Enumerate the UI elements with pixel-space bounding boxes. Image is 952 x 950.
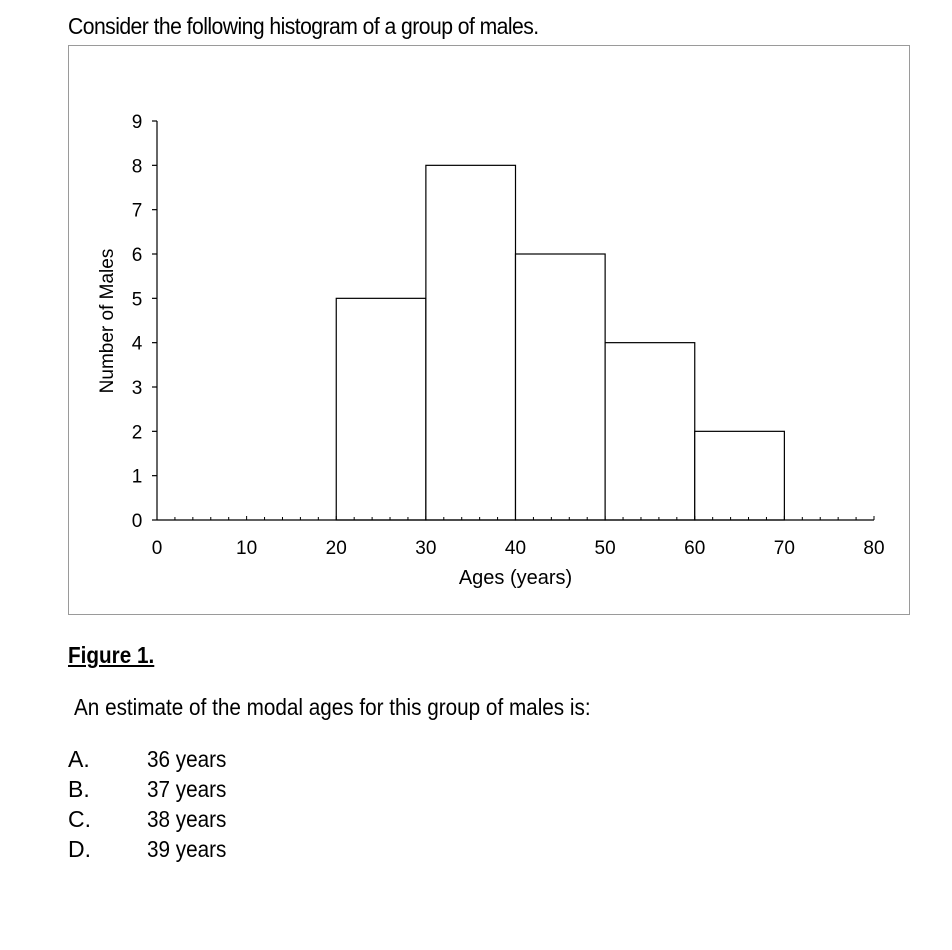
option-text: 39 years (147, 836, 227, 862)
option-text: 37 years (147, 776, 227, 802)
histogram-chart (69, 46, 911, 616)
question-prompt: An estimate of the modal ages for this group of males is: (74, 694, 591, 720)
option-text: 38 years (147, 806, 227, 832)
histogram-bar (605, 343, 695, 520)
option-letter: D. (68, 836, 91, 862)
y-tick-label: 4 (131, 333, 143, 355)
y-tick-label: 0 (131, 511, 143, 532)
x-tick-label: 40 (504, 538, 527, 559)
option-d[interactable] (68, 836, 368, 866)
option-letter: B. (68, 776, 90, 802)
histogram-frame (68, 45, 910, 615)
y-tick-label: 1 (131, 466, 143, 488)
histogram-bars (336, 165, 784, 520)
option-text: 36 years (147, 746, 227, 772)
y-tick-label: 9 (131, 112, 143, 133)
y-tick-label: 3 (131, 378, 143, 399)
y-tick-label: 2 (131, 422, 143, 444)
option-letter: A. (68, 746, 90, 772)
x-axis-label: Ages (years) (458, 567, 573, 589)
x-tick-label: 0 (151, 538, 163, 559)
histogram-bar (516, 254, 606, 520)
y-tick-label: 6 (131, 245, 143, 266)
x-tick-label: 60 (684, 538, 706, 559)
histogram-bar (695, 431, 785, 520)
histogram-bar (426, 165, 516, 520)
question-text: Consider the following histogram of a group of males. (68, 13, 539, 39)
y-tick-label: 8 (131, 156, 143, 178)
x-tick-label: 30 (415, 538, 437, 559)
option-c[interactable] (68, 806, 368, 836)
y-axis-label: Number of Males (97, 248, 118, 394)
histogram-bar (336, 298, 426, 520)
x-tick-label: 20 (325, 538, 347, 559)
y-tick-label: 5 (131, 289, 143, 311)
x-tick-label: 10 (236, 538, 258, 559)
x-tick-label: 80 (863, 538, 885, 559)
y-tick-label: 7 (131, 200, 143, 222)
x-tick-label: 50 (594, 538, 616, 559)
answer-options (68, 746, 368, 866)
option-b[interactable] (68, 776, 368, 806)
figure-label: Figure 1. (68, 642, 155, 668)
option-a[interactable] (68, 746, 368, 776)
x-tick-label: 70 (773, 538, 795, 559)
option-letter: C. (68, 806, 91, 832)
